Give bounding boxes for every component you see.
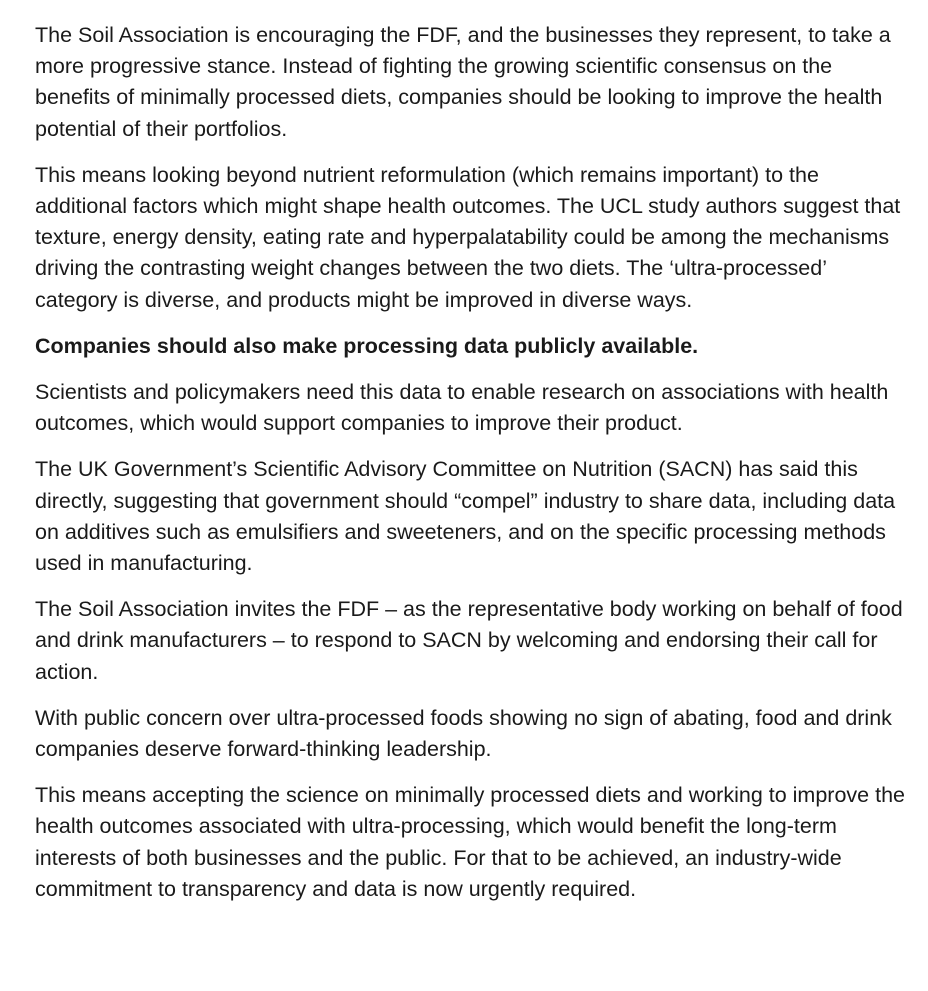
paragraph-progressive-stance: The Soil Association is encouraging the FDF, and the businesses they represent, to take a more progressive stance. Instead of fighting the growing scientific consensus on the benefits of minimally processed diets, companies should be looking to improve the health potential of their portfolios. xyxy=(35,23,891,141)
paragraph-sacn: The UK Government’s Scientific Advisory Committee on Nutrition (SACN) has said this directly, suggesting that government should “compel” industry to share data, including data on additives such as emulsifiers and sweeteners, and on the specific processing methods used in manufacturing. xyxy=(35,457,896,576)
subheading-processing-data: Companies should also make processing data publicly available. xyxy=(35,333,699,358)
paragraph-conclusion: This means accepting the science on minimally processed diets and working to improve the health outcomes associated with ultra-processing, which would benefit the long-term interests of both businesses and the public. For that to be achieved, an industry-wide commitment to transparency and data is now urgently required. xyxy=(35,783,905,901)
paragraph-beyond-reformulation: This means looking beyond nutrient reformulation (which remains important) to the additional factors which might shape health outcomes. The UCL study authors suggest that texture, energy density, eating rate and hyperpalatability could be among the mechanisms driving the contrasting weight changes between the two diets. The ‘ultra-processed’ category is diverse, and products might be improved in diverse ways. xyxy=(35,162,901,312)
paragraph-public-concern: With public concern over ultra-processed foods showing no sign of abating, food and drink companies deserve forward-thinking leadership. xyxy=(35,705,892,762)
paragraph-scientists-need-data: Scientists and policymakers need this data to enable research on associations with health outcomes, which would support companies to improve their product. xyxy=(35,380,889,436)
paragraph-invites-fdf: The Soil Association invites the FDF – as the representative body working on behalf of food and drink manufacturers – to respond to SACN by welcoming and endorsing their call for action. xyxy=(35,597,903,684)
